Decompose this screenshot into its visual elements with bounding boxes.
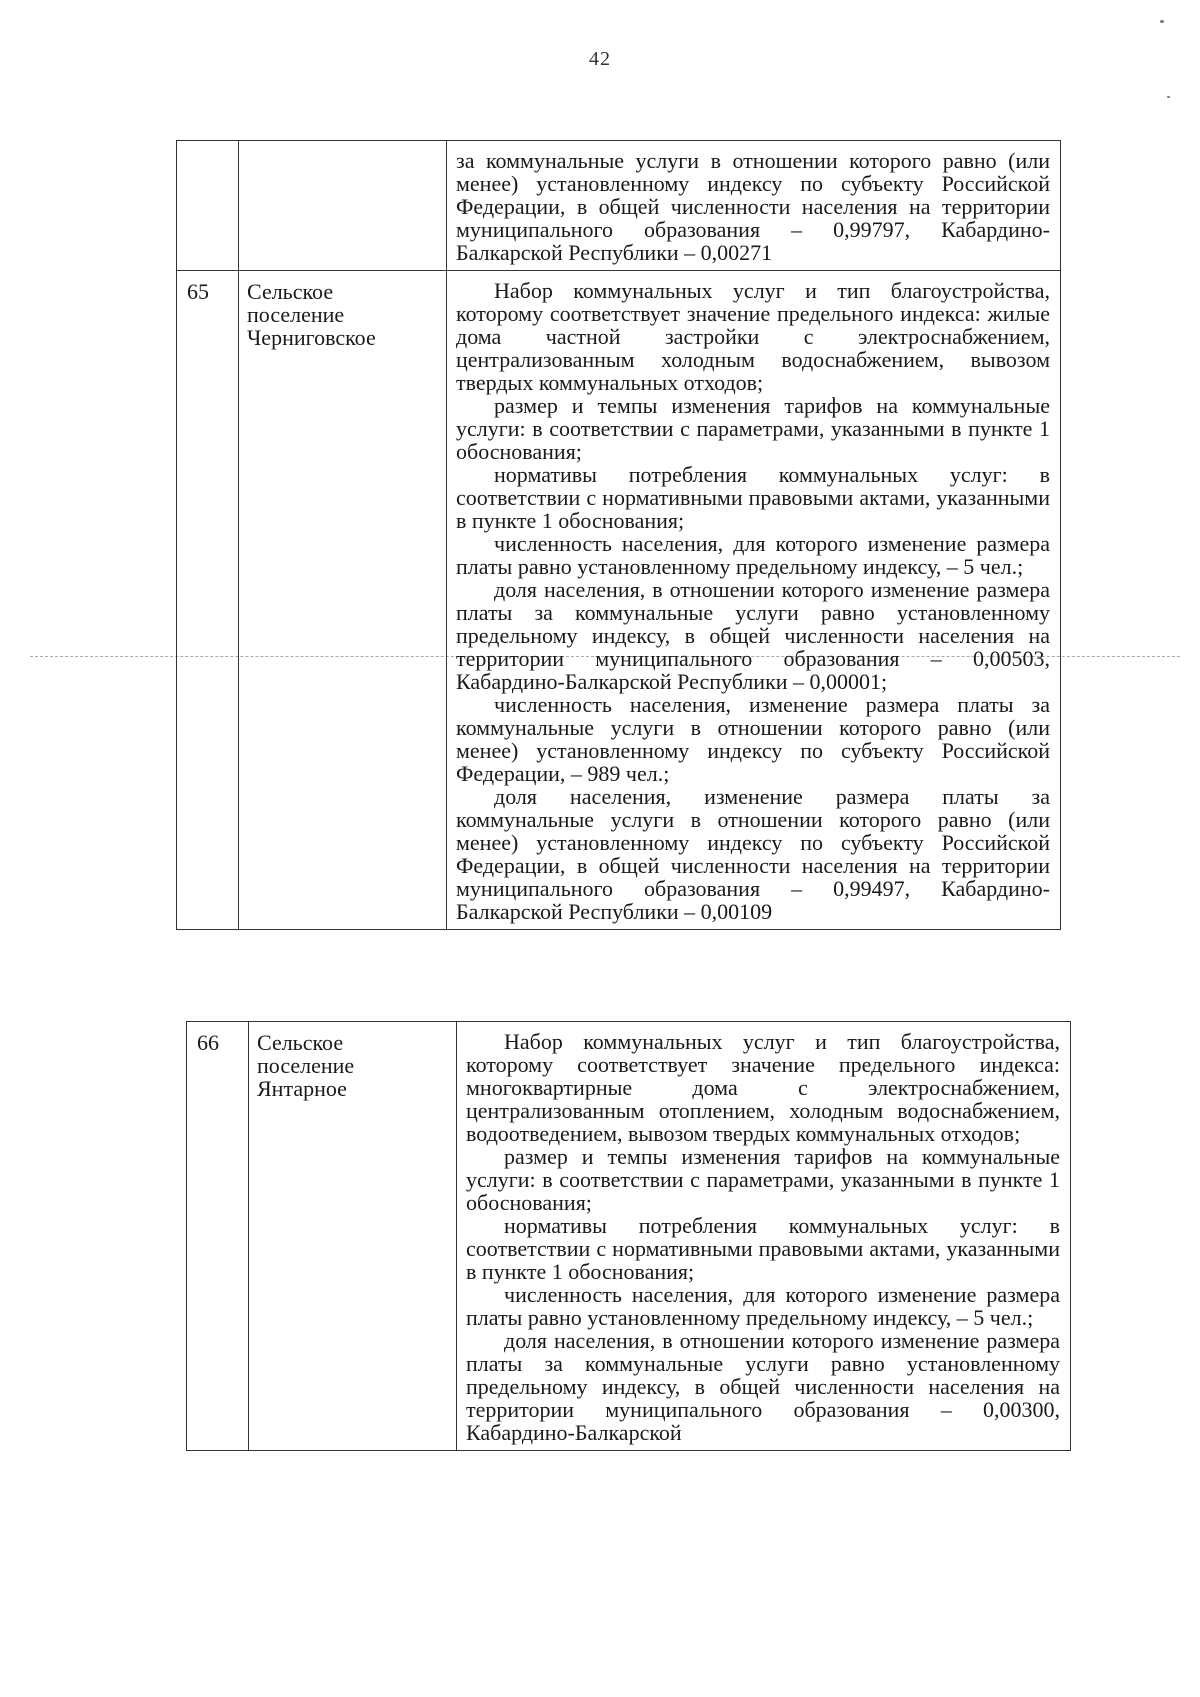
description-paragraph: доля населения, в отношении которого изменение размера платы за коммунальные услуги равно установленному предельному индексу, в общей численности населения на территории муниципального образования – 0,00503, Кабардино-Балкарской Республики – 0,00001; (456, 577, 1050, 694)
settlement-name: Сельское поселение Черниговское (239, 271, 447, 930)
continuation-paragraph: за коммунальные услуги в отношении которого равно (или менее) установленному индексу по субъекту Российской Федерации, в общей численности населения на территории муниципального образования – 0,99797, Кабардино-Балкарской Республики – 0,00271 (456, 148, 1050, 265)
description-paragraph: нормативы потребления коммунальных услуг: в соответствии с нормативными правовыми актами, указанными в пункте 1 обоснования; (456, 462, 1050, 533)
description-paragraph: Набор коммунальных услуг и тип благоустройства, которому соответствует значение предельного индекса: жилые дома частной застройки с электроснабжением, централизованным холодным водоснабжением, вывозом твердых коммунальных отходов; (456, 278, 1050, 395)
scan-speck (1160, 20, 1164, 23)
page-number: 42 (589, 48, 611, 70)
row-number: 65 (177, 271, 239, 930)
description-paragraph: размер и темпы изменения тарифов на коммунальные услуги: в соответствии с параметрами, указанными в пункте 1 обоснования; (456, 393, 1050, 464)
description-paragraph: доля населения, изменение размера платы за коммунальные услуги в отношении которого равно (или менее) установленному индексу по субъекту Российской Федерации, в общей численности населения на территории муниципального образования – 0,99497, Кабардино-Балкарской Республики – 0,00109 (456, 784, 1050, 924)
description-cell (457, 1022, 1071, 1451)
services-table-part-2 (186, 1021, 1071, 1451)
settlement-name: Сельское поселение Янтарное (249, 1022, 457, 1451)
row-number: 66 (187, 1022, 249, 1451)
description-paragraph: численность населения, для которого изменение размера платы равно установленному предельному индексу, – 5 чел.; (466, 1282, 1060, 1330)
description-paragraph: размер и темпы изменения тарифов на коммунальные услуги: в соответствии с параметрами, указанными в пункте 1 обоснования; (466, 1144, 1060, 1215)
description-paragraph: нормативы потребления коммунальных услуг: в соответствии с нормативными правовыми актами, указанными в пункте 1 обоснования; (466, 1213, 1060, 1284)
description-cell (447, 271, 1061, 930)
description-paragraph: численность населения, для которого изменение размера платы равно установленному предельному индексу, – 5 чел.; (456, 531, 1050, 579)
services-table-part-1 (176, 140, 1061, 930)
table-row (177, 271, 1061, 930)
table-row (187, 1022, 1071, 1451)
scan-speck (1167, 96, 1170, 98)
description-paragraph: численность населения, изменение размера платы за коммунальные услуги в отношении которого равно (или менее) установленному индексу по субъекту Российской Федерации, – 989 чел.; (456, 692, 1050, 786)
description-paragraph: Набор коммунальных услуг и тип благоустройства, которому соответствует значение предельного индекса: многоквартирные дома с электроснабжением, централизованным отоплением, холодным водоснабжением, водоотведением, вывозом твердых коммунальных отходов; (466, 1029, 1060, 1146)
description-paragraph: доля населения, в отношении которого изменение размера платы за коммунальные услуги равно установленному предельному индексу, в общей численности населения на территории муниципального образования – 0,00300, Кабардино-Балкарской (466, 1328, 1060, 1445)
continuation-text-cell (447, 141, 1061, 271)
table-row-continuation (177, 141, 1061, 271)
